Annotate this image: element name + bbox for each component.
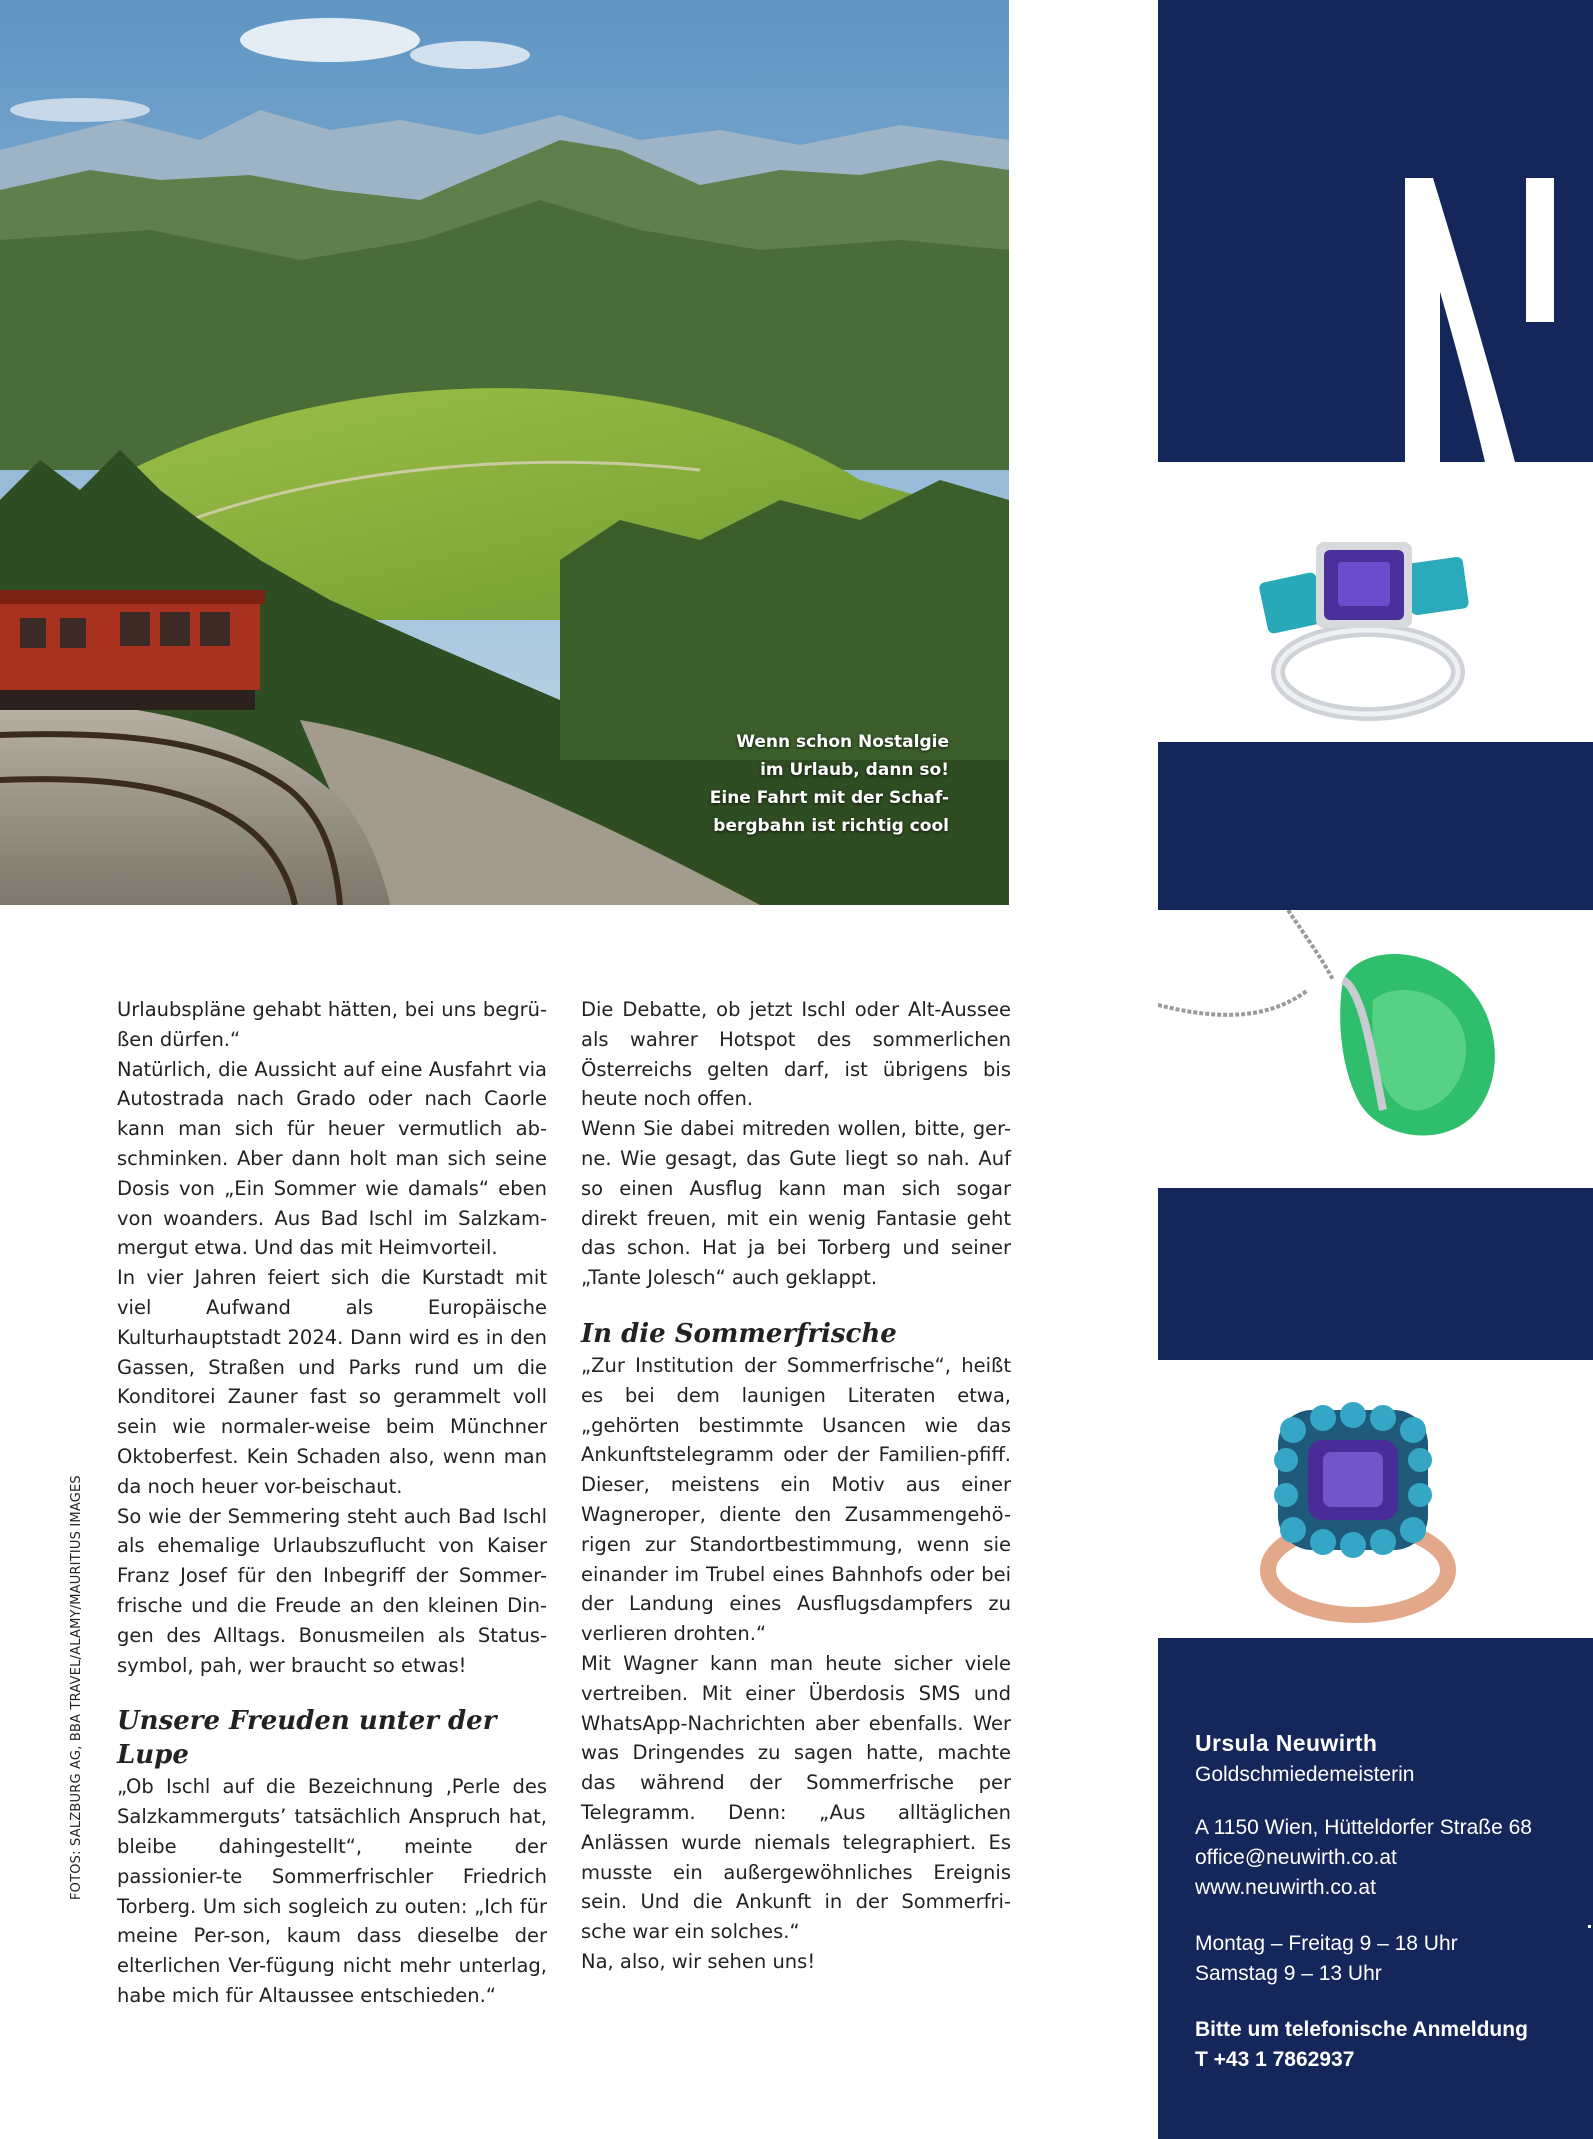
appointment-notice: Bitte um telefonische Anmeldung [1195, 2018, 1528, 2041]
paragraph: Mit Wagner kann man heute sicher viele vertreiben. Mit einer Überdosis SMS und WhatsApp-Nachrichten aber ebenfalls. Wer was Dringendes zu sagen hatte, machte das während der Sommerfrische per Telegramm. Denn: „Aus alltäglichen Anlässen wurde niemals telegraphiert. Es musste ein außergewöhnliches Ereignis sein. Und die Ankunft in der Sommerfri-sche war ein solches.“ [581, 1651, 1011, 1944]
product-panel-2 [1158, 910, 1593, 1188]
subheading: In die Sommerfrische [581, 1318, 897, 1349]
paragraph: Wenn Sie dabei mitreden wollen, bitte, ger-ne. Wie gesagt, das Gute liegt so nah. Auf so einen Ausflug kann man sich sogar direkt freuen, mit ein wenig Fantasie geht das schon. Hat ja bei Torberg und seiner „Tante Jolesch“ auch geklappt. [581, 1117, 1011, 1290]
address: A 1150 Wien, Hütteldorfer Straße 68 [1195, 1816, 1532, 1839]
neuwirth-logo-icon [1158, 0, 1593, 462]
photo-caption [619, 728, 949, 840]
jeweler-advertisement [1158, 0, 1593, 2139]
caption-line-3: Eine Fahrt mit der Schaf- [709, 788, 949, 808]
paragraph: So wie der Semmering steht auch Bad Ischl als ehemalige Urlaubszuflucht von Kaiser Franz Josef für den Inbegriff der Sommer-frische und die Freude an den kleinen Din-gen des Alltags. Bonusmeilen als Status-symbol, pah, wer braucht so etwas! [117, 1504, 547, 1677]
article-column-right [581, 995, 1011, 1977]
paragraph: „Zur Institution der Sommerfrische“, heißt es bei dem launigen Literaten etwa, „gehörten bestimmte Usancen wie das Ankunftstelegramm oder der Familien-pfiff. Dieser, meistens ein Motiv aus einer Wagneroper, diente den Zusammengehö-rigen zur Standortbestimmung, wenn sie einander im Trubel eines Bahnhofs oder bei der Landung eines Ausflugsdampfers zu verlieren drohten.“ [581, 1353, 1011, 1646]
caption-line-1: Wenn schon Nostalgie [736, 732, 949, 752]
paragraph: Natürlich, die Aussicht auf eine Ausfahrt via Autostrada nach Grado oder nach Caorle kann man sich für heuer vermutlich ab-schminken. Aber dann holt man sich seine Dosis von „Ein Sommer wie damals“ eben von woanders. Aus Bad Ischl im Salzkam-mergut etwa. Und das mit Heimvorteil. [117, 1057, 547, 1260]
photo-credit: FOTOS: SALZBURG AG, BBA TRAVEL/ALAMY/MAURITIUS IMAGES [69, 1475, 84, 1900]
hero-photo [0, 0, 1009, 905]
ad-contact-block [1195, 1730, 1532, 2075]
caption-line-2: im Urlaub, dann so! [760, 760, 949, 780]
paragraph: Na, also, wir sehen uns! [581, 1949, 816, 1973]
jeweler-title: Goldschmiedemeisterin [1195, 1763, 1415, 1786]
phone-number[interactable]: T +43 1 7862937 [1195, 2048, 1355, 2071]
product-panel-1 [1158, 462, 1593, 742]
email-link[interactable]: office@neuwirth.co.at [1195, 1846, 1397, 1869]
article-column-left [117, 995, 547, 2011]
subheading: Unsere Freuden unter der Lupe [117, 1706, 497, 1771]
opening-hours-saturday: Samstag 9 – 13 Uhr [1195, 1962, 1382, 1985]
tanzanite-ring-image [1158, 462, 1593, 742]
paragraph: Urlaubspläne gehabt hätten, bei uns begrü-ßen dürfen.“ [117, 998, 547, 1051]
opening-hours-weekdays: Montag – Freitag 9 – 18 Uhr [1195, 1932, 1458, 1955]
ad-band-2 [1158, 742, 1593, 910]
product-panel-3 [1158, 1360, 1593, 1638]
caption-line-4: bergbahn ist richtig cool [713, 816, 949, 836]
decorative-dot [1588, 1925, 1591, 1928]
emerald-pendant-image [1158, 910, 1593, 1188]
website-link[interactable]: www.neuwirth.co.at [1195, 1876, 1376, 1899]
ad-band-3 [1158, 1188, 1593, 1360]
jeweler-name: Ursula Neuwirth [1195, 1730, 1378, 1756]
paragraph: Die Debatte, ob jetzt Ischl oder Alt-Aussee als wahrer Hotspot des sommerlichen Österreichs gelten darf, ist übrigens bis heute noch offen. [581, 998, 1011, 1111]
paragraph: In vier Jahren feiert sich die Kurstadt mit viel Aufwand als Europäische Kulturhauptstadt 2024. Dann wird es in den Gassen, Straßen und Parks rund um die Konditorei Zauner fast so gerammelt voll sein wie normaler-weise beim Münchner Oktoberfest. Kein Schaden also, wenn man da noch heuer vor-beischaut. [117, 1266, 547, 1498]
paragraph: „Ob Ischl auf die Bezeichnung ‚Perle des Salzkammerguts’ tatsächlich Anspruch hat, bleibe dahingestellt“, meinte der passionier-te Sommerfrischler Friedrich Torberg. Um sich sogleich zu outen: „Ich für meine Per-son, kaum dass dieselbe der elterlichen Ver-fügung nicht mehr unterlag, habe mich für Altaussee entschieden.“ [117, 1775, 547, 2007]
tanzanite-halo-ring-image [1158, 1360, 1593, 1638]
